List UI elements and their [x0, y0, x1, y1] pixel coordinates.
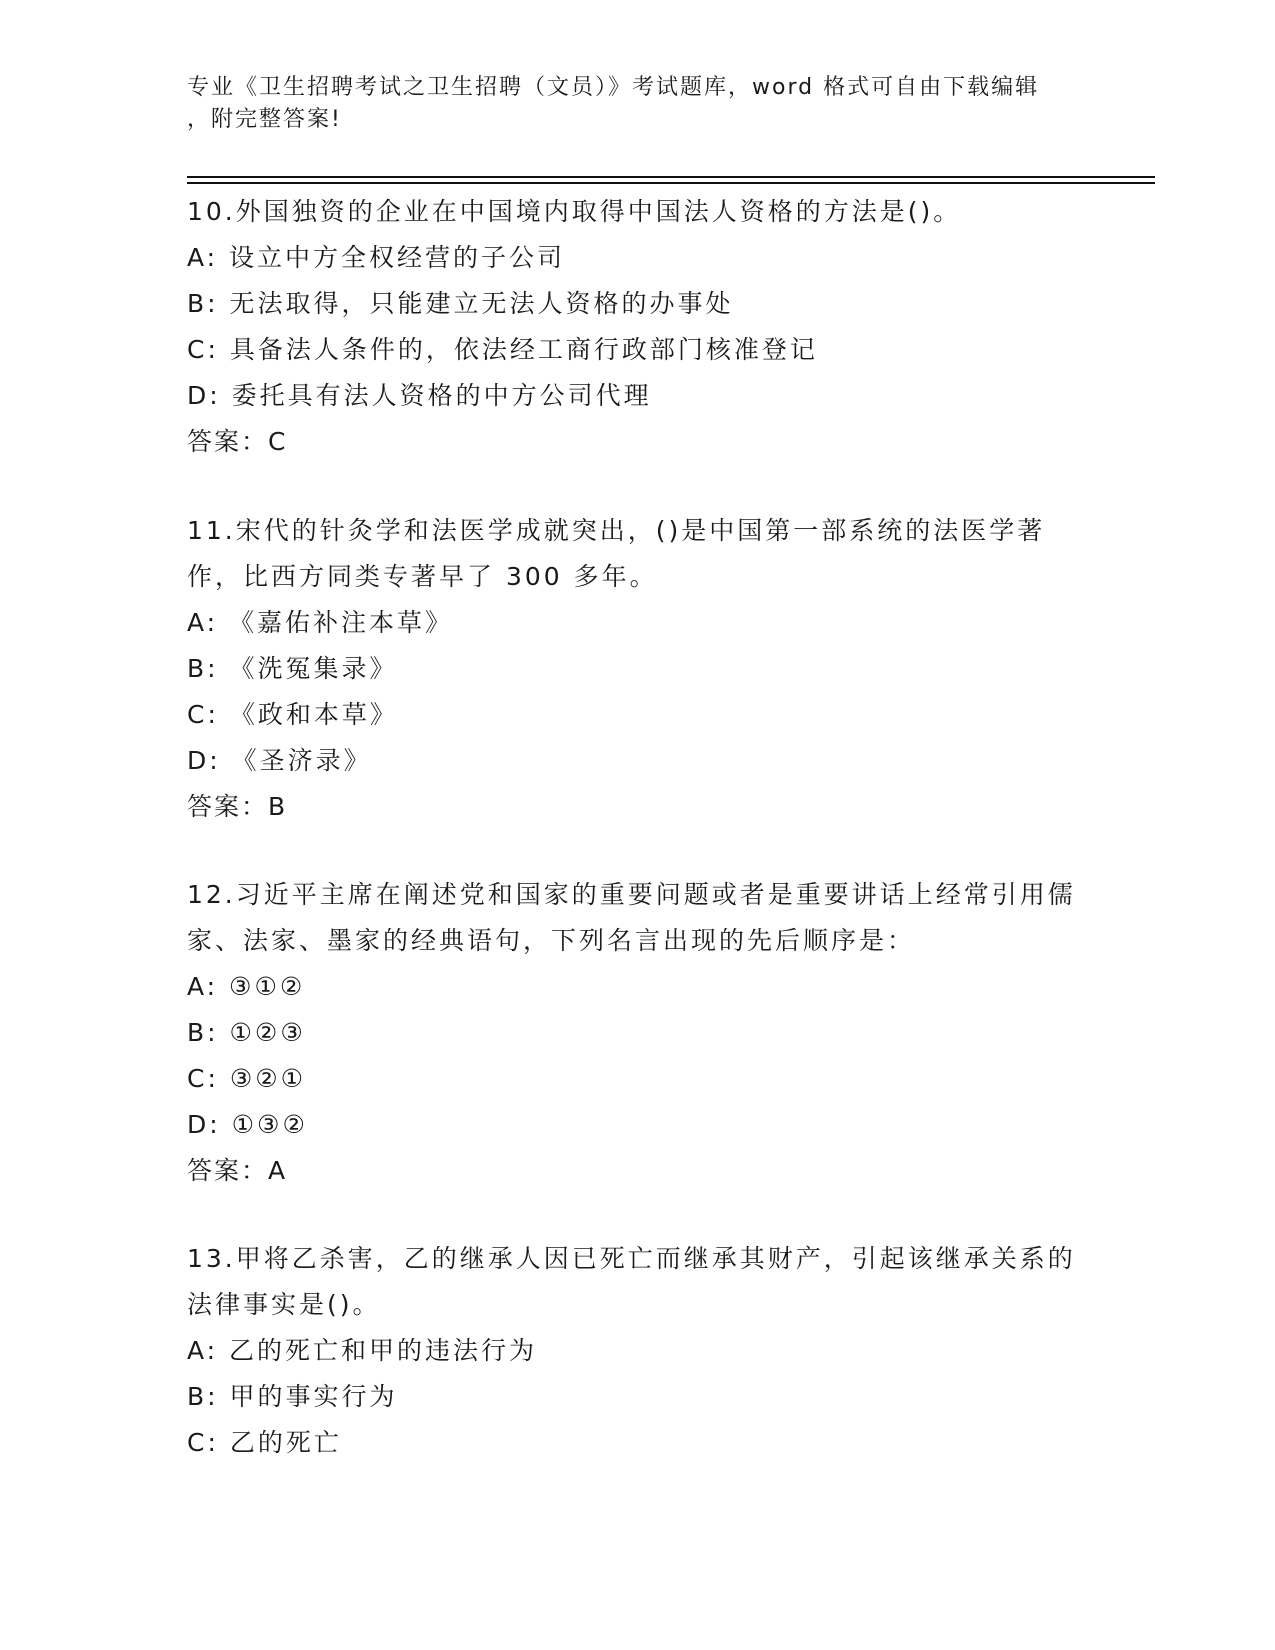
option-b: B: ①②③ — [187, 1018, 306, 1047]
option-c: C: 乙的死亡 — [187, 1428, 342, 1457]
document-header — [187, 72, 1087, 136]
question-stem: 13.甲将乙杀害，乙的继承人因已死亡而继承其财产，引起该继承关系的法律事实是()。 — [187, 1244, 1076, 1319]
question-stem: 12.习近平主席在阐述党和国家的重要问题或者是重要讲话上经常引用儒家、法家、墨家的经典语句，下列名言出现的先后顺序是： — [187, 880, 1076, 955]
option-a: A: 乙的死亡和甲的违法行为 — [187, 1336, 538, 1365]
question-stem: 10.外国独资的企业在中国境内取得中国法人资格的方法是()。 — [187, 197, 962, 226]
header-divider-top — [187, 176, 1155, 178]
question-block — [187, 508, 1087, 830]
option-d: D: 《圣济录》 — [187, 746, 372, 775]
option-a: A: 设立中方全权经营的子公司 — [187, 243, 566, 272]
option-c: C: ③②① — [187, 1064, 307, 1093]
answer-line: 答案：C — [187, 427, 288, 456]
option-d: D: 委托具有法人资格的中方公司代理 — [187, 381, 652, 410]
option-c: C: 具备法人条件的，依法经工商行政部门核准登记 — [187, 335, 818, 364]
option-d: D: ①③② — [187, 1110, 308, 1139]
header-line-1: 专业《卫生招聘考试之卫生招聘（文员）》考试题库，word 格式可自由下载编辑 — [187, 75, 1040, 100]
option-b: B: 甲的事实行为 — [187, 1382, 398, 1411]
option-a: A: 《嘉佑补注本草》 — [187, 608, 454, 637]
option-c: C: 《政和本草》 — [187, 700, 398, 729]
option-b: B: 《洗冤集录》 — [187, 654, 398, 683]
option-b: B: 无法取得，只能建立无法人资格的办事处 — [187, 289, 734, 318]
header-line-2: ，附完整答案! — [187, 107, 342, 132]
question-block — [187, 1236, 1087, 1466]
answer-line: 答案：A — [187, 1156, 288, 1185]
question-stem: 11.宋代的针灸学和法医学成就突出，()是中国第一部系统的法医学著作，比西方同类专著早了 300 多年。 — [187, 516, 1046, 591]
option-a: A: ③①② — [187, 972, 306, 1001]
answer-line: 答案：B — [187, 792, 288, 821]
question-block — [187, 872, 1087, 1194]
question-block — [187, 189, 1087, 465]
header-divider-bottom — [187, 182, 1155, 184]
